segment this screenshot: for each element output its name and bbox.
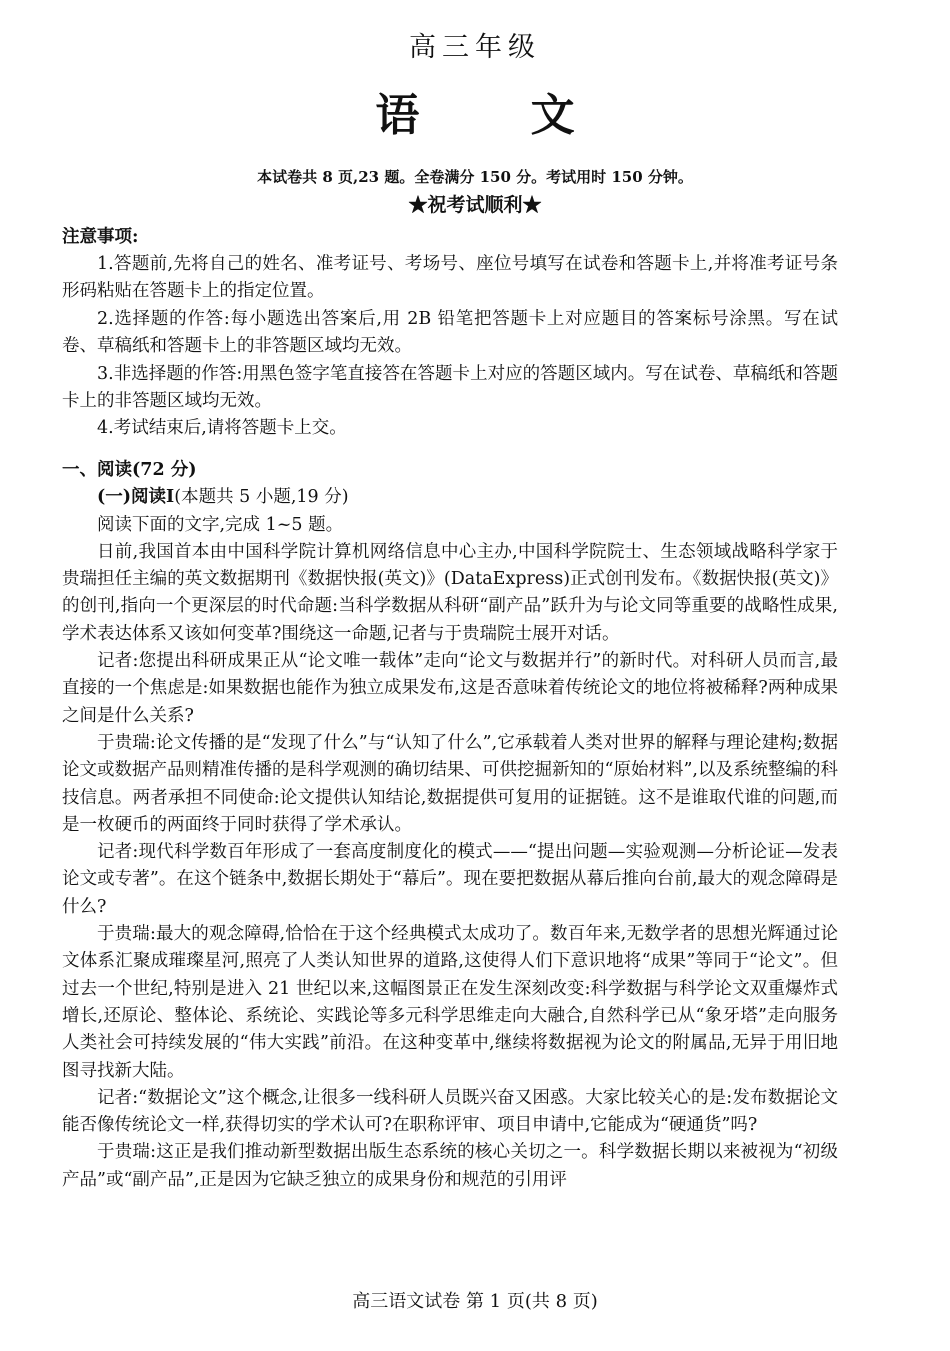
reading-section [62,457,838,1194]
subsection-title [62,484,838,511]
good-luck-line: ★祝考试顺利★ [408,194,542,216]
reading-instruction: 阅读下面的文字,完成 1~5 题。 [97,514,344,535]
article-paragraph: 于贵瑞:最大的观念障碍,恰恰在于这个经典模式太成功了。数百年来,无数学者的思想光辉通过论文体系汇聚成璀璨星河,照亮了人类认知世界的道路,这使得人们下意识地将“成果”等同于“论文”。但过去一个世纪,特别是进入 21 世纪以来,这幅图景正在发生深刻改变:科学数据与科学论文双重爆炸式增长,还原论、整体论、系统论、实践论等多元科学思维走向大融合,自然科学已从“象牙塔”走向服务人类社会可持续发展的“伟大实践”前沿。在这种变革中,继续将数据视为论文的附属品,无异于用旧地图寻找新大陆。 [62,924,838,1081]
article-paragraph: 记者:您提出科研成果正从“论文唯一载体”走向“论文与数据并行”的新时代。对科研人员而言,最直接的一个焦虑是:如果数据也能作为独立成果发布,这是否意味着传统论文的地位将被稀释?两种成果之间是什么关系? [62,651,838,726]
exam-info: 本试卷共 8 页,23 题。全卷满分 150 分。考试用时 150 分钟。 [257,168,693,186]
article-paragraph: 记者:现代科学数百年形成了一套高度制度化的模式——“提出问题—实验观测—分析论证—发表论文或专著”。在这个链条中,数据长期处于“幕后”。现在要把数据从幕后推向台前,最大的观念障碍是什么? [62,842,838,917]
article-paragraph: 于贵瑞:论文传播的是“发现了什么”与“认知了什么”,它承载着人类对世界的解释与理论建构;数据论文或数据产品则精准传播的是科学观测的确切结果、可供挖掘新知的“原始材料”,以及系统整编的科技信息。两者承担不同使命:论文提供认知结论,数据提供可复用的证据链。这不是谁取代谁的问题,而是一枚硬币的两面终于同时获得了学术承认。 [62,732,838,835]
section-title: 一、阅读(72 分) [62,460,197,480]
subject-title: 语 文 [375,90,623,141]
article-paragraph: 日前,我国首本由中国科学院计算机网络信息中心主办,中国科学院院士、生态领域战略科学家于贵瑞担任主编的英文数据期刊《数据快报(英文)》(DataExpress)正式创刊发布。《数据快报(英文)》的创刊,指向一个更深层的时代命题:当科学数据从科研“副产品”跃升为与论文同等重要的战略性成果,学术表达体系又该如何变革?围绕这一命题,记者与于贵瑞院士展开对话。 [62,541,838,644]
notice-item: 4.考试结束后,请将答题卡上交。 [97,418,347,439]
notice-title: 注意事项: [62,227,139,247]
subsection-detail: (本题共 5 小题,19 分) [174,487,349,508]
subsection-label: (一)阅读Ⅰ [97,487,175,508]
notice-item: 1.答题前,先将自己的姓名、准考证号、考场号、座位号填写在试卷和答题卡上,并将准考证号条形码粘贴在答题卡上的指定位置。 [62,254,838,302]
notice-item: 2.选择题的作答:每小题选出答案后,用 2B 铅笔把答题卡上对应题目的答案标号涂黑。写在试卷、草稿纸和答题卡上的非答题区域均无效。 [62,308,838,357]
page-footer: 高三语文试卷 第 1 页(共 8 页) [352,1291,598,1312]
notice-list [62,251,838,443]
notice-item: 3.非选择题的作答:用黑色签字笔直接答在答题卡上对应的答题区域内。写在试卷、草稿纸和答题卡上的非答题区域均无效。 [62,363,838,412]
grade-title: 高三年级 [409,32,541,63]
article-paragraph: 于贵瑞:这正是我们推动新型数据出版生态系统的核心关切之一。科学数据长期以来被视为“初级产品”或“副产品”,正是因为它缺乏独立的成果身份和规范的引用评 [62,1142,838,1190]
article-paragraph: 记者:“数据论文”这个概念,让很多一线科研人员既兴奋又困惑。大家比较关心的是:发布数据论文能否像传统论文一样,获得切实的学术认可?在职称评审、项目申请中,它能成为“硬通货”吗? [62,1087,838,1136]
